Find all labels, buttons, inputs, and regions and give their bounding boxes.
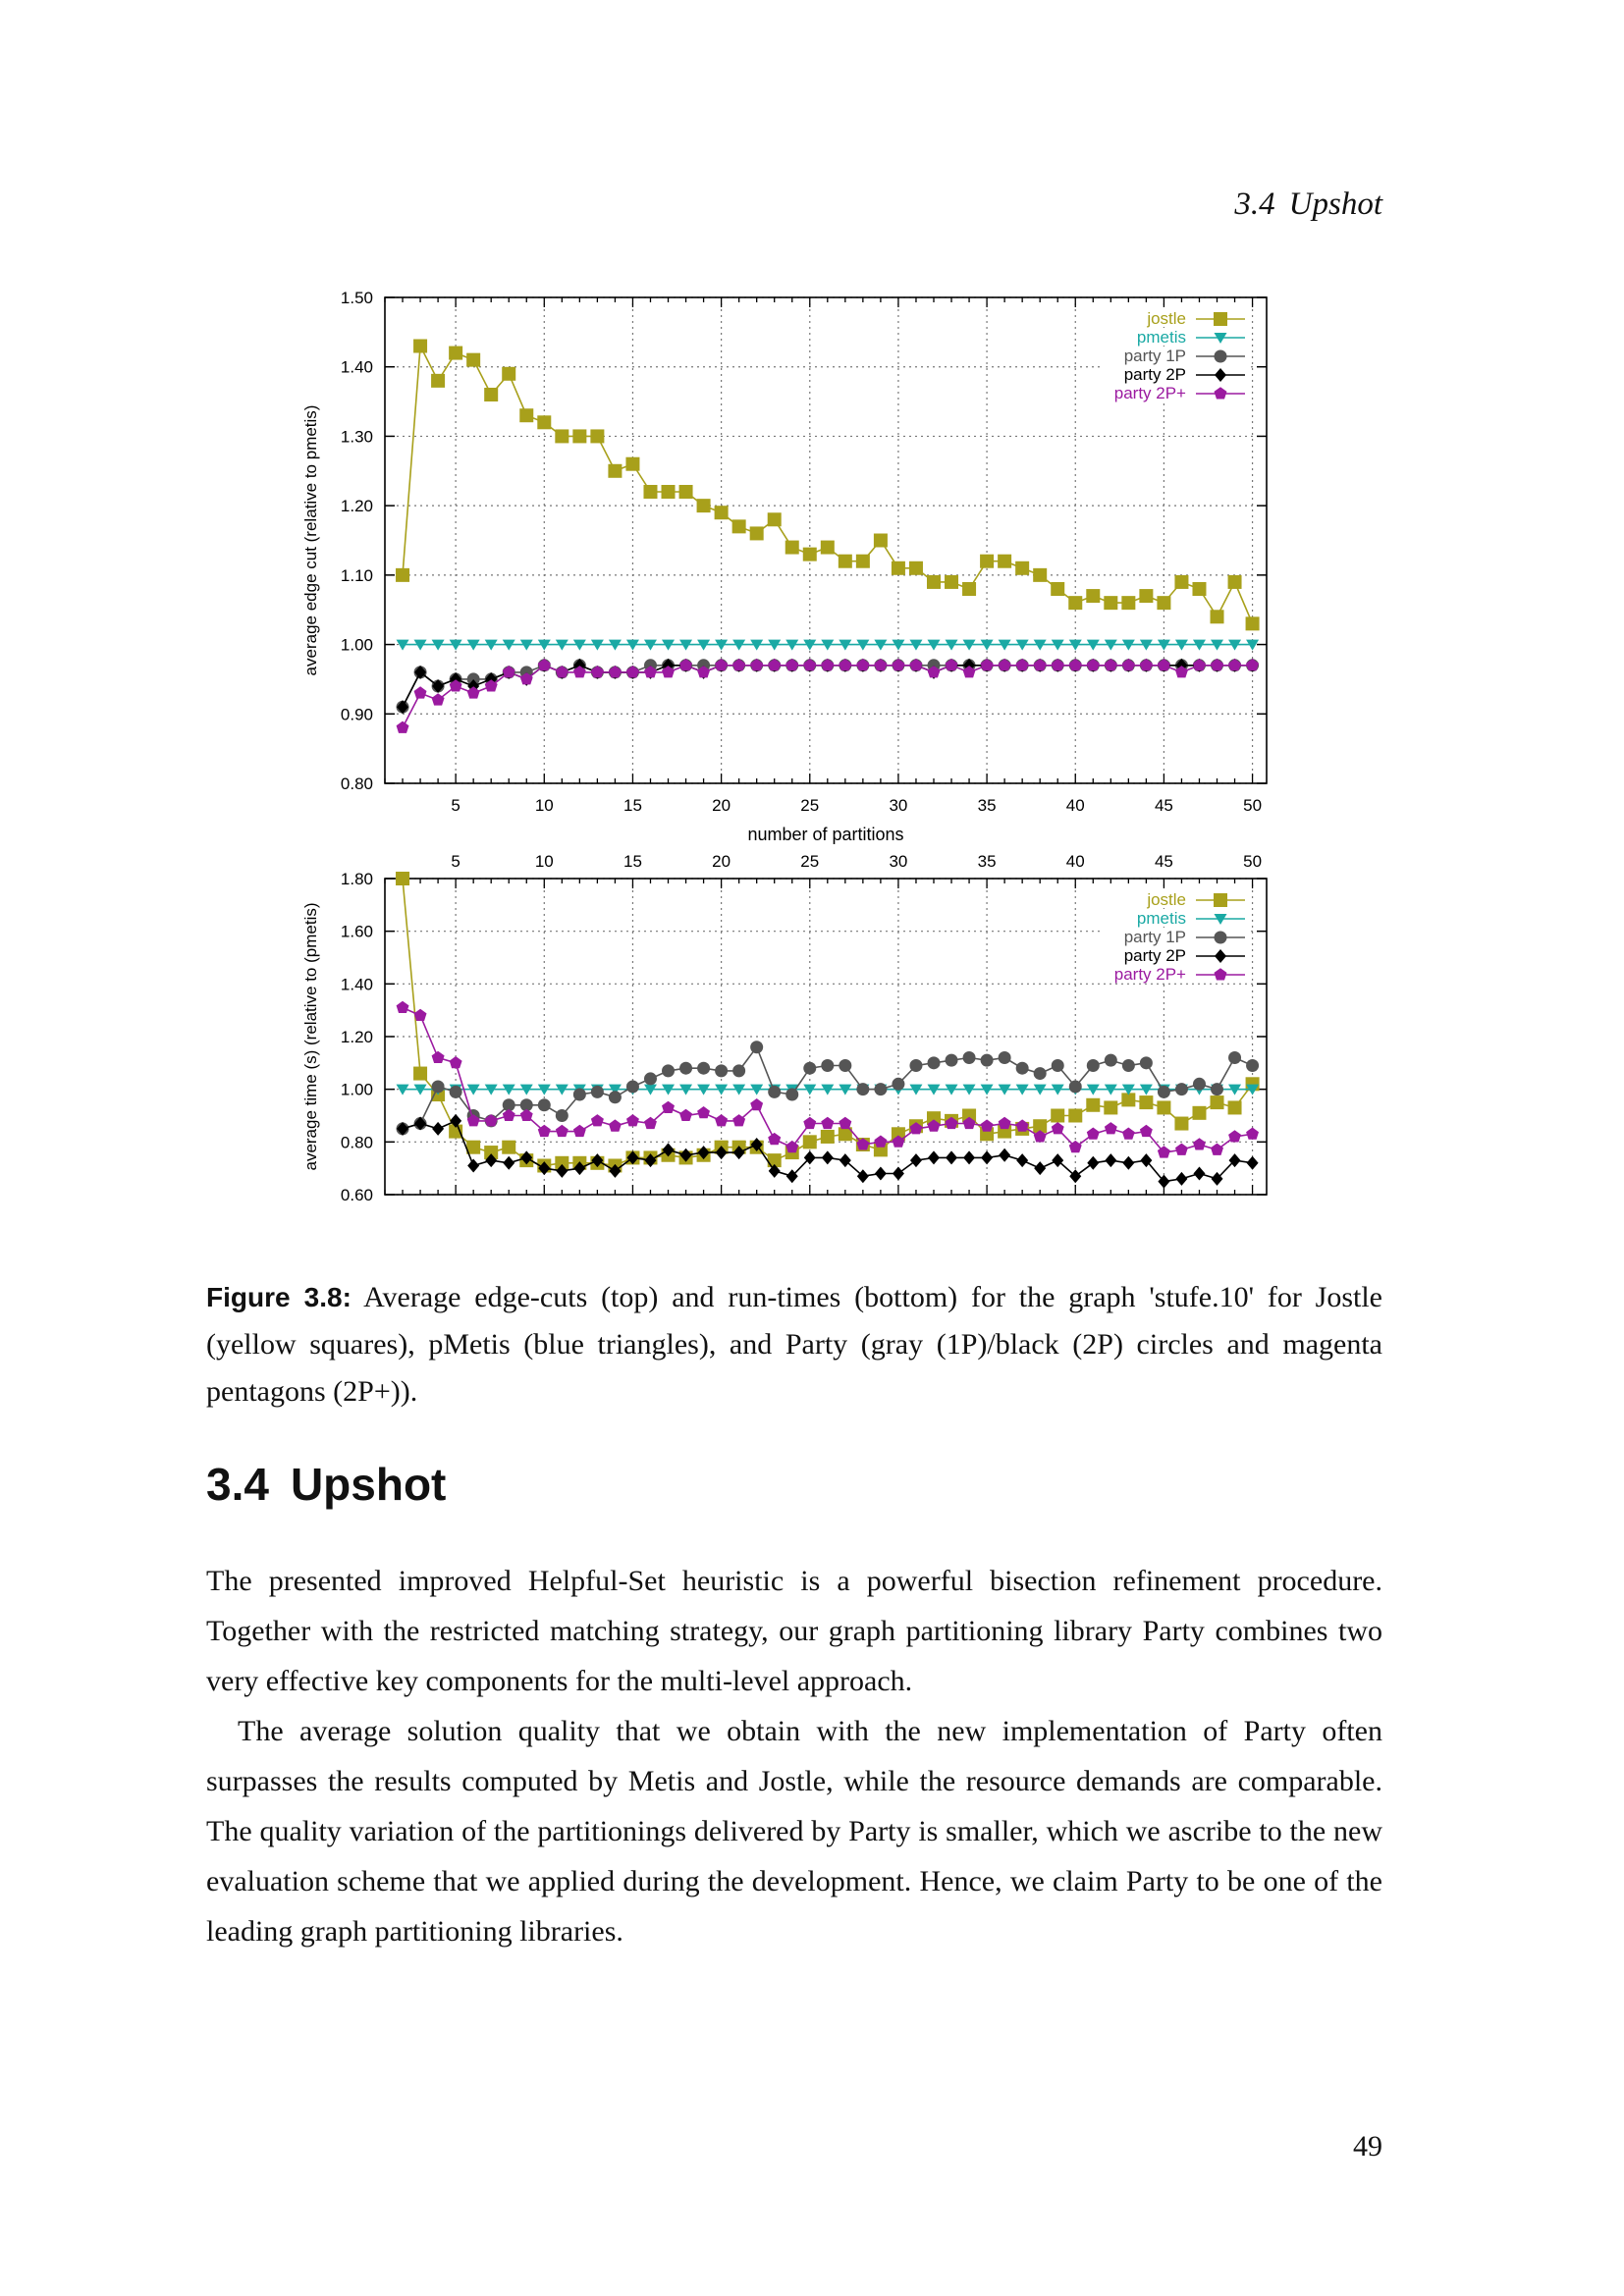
data-point: [1034, 1067, 1047, 1080]
data-point: [803, 1062, 816, 1075]
data-point: [1215, 350, 1227, 363]
data-point: [1105, 659, 1117, 670]
data-point: [1086, 1098, 1100, 1112]
data-point: [893, 1167, 904, 1181]
series-pmetis: [397, 640, 1260, 651]
data-point: [1086, 589, 1100, 603]
data-point: [785, 1089, 798, 1101]
data-point: [591, 1086, 604, 1098]
data-point: [875, 1167, 887, 1181]
data-point: [803, 1117, 816, 1129]
data-point: [1228, 1100, 1242, 1114]
data-point: [768, 659, 781, 670]
data-point: [998, 555, 1011, 568]
data-point: [467, 1158, 479, 1172]
data-point: [822, 1150, 834, 1164]
data-point: [1052, 1122, 1064, 1134]
data-point: [1051, 582, 1064, 596]
y-axis-label: average edge cut (relative to pmetis): [301, 404, 320, 676]
x-tick-label: 45: [1154, 852, 1173, 871]
legend-label: party 2P+: [1113, 965, 1186, 984]
data-point: [1122, 1156, 1134, 1170]
data-point: [910, 1153, 922, 1167]
data-point: [803, 1135, 817, 1148]
data-point: [839, 659, 851, 670]
data-point: [750, 659, 763, 670]
data-point: [449, 347, 462, 360]
data-point: [821, 1130, 835, 1144]
data-point: [1122, 659, 1135, 670]
data-point: [768, 1086, 781, 1098]
data-point: [484, 388, 498, 401]
data-point: [1104, 1100, 1117, 1114]
data-point: [1211, 610, 1224, 623]
data-point: [963, 1051, 976, 1064]
data-point: [626, 1080, 639, 1093]
data-point: [573, 1089, 586, 1101]
x-tick-label: 5: [451, 796, 460, 815]
x-tick-label: 25: [800, 796, 820, 815]
y-tick-label: 1.00: [340, 635, 373, 655]
legend-label: party 1P: [1123, 347, 1186, 365]
running-head-title: Upshot: [1288, 187, 1382, 222]
y-tick-label: 1.20: [340, 1028, 373, 1046]
data-point: [1087, 659, 1100, 670]
data-point: [466, 353, 480, 367]
data-point: [821, 541, 835, 555]
data-point: [980, 555, 994, 568]
data-point: [856, 555, 870, 568]
run-time-chart: [301, 852, 1267, 1204]
data-point: [874, 1083, 887, 1095]
data-point: [856, 1083, 869, 1095]
x-axis-label: number of partitions: [747, 825, 904, 844]
data-point: [1068, 1109, 1082, 1123]
x-tick-label: 15: [623, 852, 642, 871]
data-point: [591, 666, 604, 677]
data-point: [519, 408, 533, 422]
data-point: [750, 1041, 763, 1053]
data-point: [803, 659, 816, 670]
data-point: [839, 1059, 851, 1072]
data-point: [396, 872, 409, 885]
figure-caption-text: Average edge-cuts (top) and run-times (bottom) for the graph 'stufe.10' for Jostle (yellow squares), pMetis (blue triangles), and Party (gray (1P)/black (2P) circles and magenta pentagons (2P+)).: [206, 1281, 1382, 1408]
data-point: [893, 659, 905, 670]
data-point: [520, 1109, 533, 1121]
data-point: [839, 1153, 851, 1167]
x-tick-label: 50: [1243, 852, 1263, 871]
legend-label: jostle: [1147, 890, 1186, 909]
data-point: [981, 1119, 994, 1131]
data-point: [397, 721, 409, 733]
data-point: [803, 548, 817, 561]
data-point: [1228, 1130, 1241, 1142]
y-tick-label: 1.00: [340, 1080, 373, 1099]
data-point: [679, 1062, 692, 1075]
data-point: [1122, 1059, 1135, 1072]
x-tick-label: 5: [451, 852, 460, 871]
data-point: [432, 1122, 444, 1136]
data-point: [556, 1125, 568, 1137]
data-point: [1174, 1117, 1188, 1131]
data-point: [1211, 1095, 1224, 1109]
data-point: [1228, 575, 1242, 589]
data-point: [1068, 596, 1082, 610]
page-number: 49: [1353, 2130, 1382, 2163]
data-point: [609, 1119, 622, 1131]
data-point: [609, 666, 622, 677]
data-point: [538, 1098, 551, 1111]
x-tick-label: 20: [712, 852, 731, 871]
data-point: [999, 1117, 1011, 1129]
data-point: [609, 1091, 622, 1103]
data-point: [1105, 1153, 1116, 1167]
series-pmetis: [397, 1085, 1260, 1095]
data-point: [1193, 1078, 1206, 1091]
data-point: [396, 568, 409, 582]
data-point: [1158, 659, 1170, 670]
y-tick-label: 1.80: [340, 870, 373, 888]
data-point: [1139, 1095, 1153, 1109]
data-point: [538, 659, 551, 670]
data-point: [679, 659, 692, 670]
data-point: [768, 1133, 781, 1145]
data-point: [643, 485, 657, 499]
data-point: [625, 457, 639, 471]
data-point: [909, 1059, 922, 1072]
data-point: [450, 1086, 462, 1098]
data-point: [963, 1150, 975, 1164]
data-point: [981, 1054, 994, 1067]
data-point: [1016, 659, 1029, 670]
data-point: [1158, 1086, 1170, 1098]
data-point: [413, 1067, 427, 1081]
data-point: [1192, 582, 1206, 596]
y-tick-label: 0.80: [340, 1133, 373, 1152]
data-point: [1246, 616, 1260, 630]
data-point: [556, 666, 568, 677]
paragraph: The average solution quality that we obtain with the new implementation of Party often surpasses the results computed by Metis and Jostle, while the resource demands are comparable. The quality variation of the partitionings delivered by Party is smaller, which we ascribe to the new evaluation scheme that we applied during the development. Hence, we claim Party to be one of the leading graph partitioning libraries.: [206, 1715, 1382, 1948]
data-point: [732, 1064, 745, 1077]
data-point: [1174, 575, 1188, 589]
data-point: [502, 1141, 515, 1154]
data-point: [910, 659, 923, 670]
data-point: [432, 1080, 445, 1093]
data-point: [1157, 596, 1170, 610]
data-point: [626, 666, 639, 677]
x-tick-label: 20: [712, 796, 731, 815]
data-point: [909, 561, 923, 575]
data-point: [1016, 1153, 1028, 1167]
data-point: [1069, 1169, 1081, 1183]
x-tick-label: 40: [1065, 852, 1085, 871]
data-point: [892, 561, 905, 575]
data-point: [1015, 561, 1029, 575]
data-point: [1192, 1106, 1206, 1120]
data-point: [1033, 568, 1047, 582]
y-tick-label: 1.50: [340, 289, 373, 307]
y-tick-label: 0.90: [340, 705, 373, 724]
data-point: [1105, 1054, 1117, 1067]
data-point: [999, 1051, 1011, 1064]
x-tick-label: 40: [1065, 796, 1085, 815]
data-point: [1157, 1100, 1170, 1114]
data-point: [1140, 1125, 1153, 1137]
data-point: [467, 686, 480, 698]
y-tick-label: 1.30: [340, 427, 373, 447]
data-point: [432, 1051, 445, 1063]
data-point: [999, 1148, 1010, 1162]
data-point: [1087, 1059, 1100, 1072]
data-point: [999, 659, 1011, 670]
data-point: [1214, 312, 1227, 326]
data-point: [503, 1156, 514, 1170]
data-point: [1052, 1153, 1063, 1167]
data-point: [857, 1169, 869, 1183]
x-tick-label: 30: [889, 796, 908, 815]
data-point: [946, 659, 958, 670]
data-point: [1069, 659, 1082, 670]
data-point: [572, 429, 586, 443]
legend-label: party 1P: [1123, 928, 1186, 946]
data-point: [1069, 1080, 1082, 1093]
data-point: [1051, 1109, 1064, 1123]
running-head-number: 3.4: [1234, 187, 1275, 222]
section-heading: [206, 1458, 446, 1511]
section-number: 3.4: [206, 1459, 269, 1510]
x-tick-label: 10: [534, 796, 554, 815]
data-point: [1121, 596, 1135, 610]
data-point: [715, 659, 728, 670]
data-point: [644, 1072, 657, 1085]
data-point: [874, 659, 887, 670]
legend-label: pmetis: [1136, 328, 1186, 347]
data-point: [715, 506, 729, 519]
data-point: [839, 1117, 851, 1129]
y-axis-label: average time (s) (relative to (pmetis): [301, 902, 320, 1171]
data-point: [503, 1109, 515, 1121]
paragraph: The presented improved Helpful-Set heuristic is a powerful bisection refinement procedure. Together with the restricted matching strategy, our graph partitioning library Party combines two very effective key components for the multi-level approach.: [206, 1565, 1382, 1697]
data-point: [414, 686, 427, 698]
data-point: [397, 1001, 409, 1013]
y-tick-label: 1.40: [340, 975, 373, 994]
data-point: [590, 429, 604, 443]
data-point: [555, 429, 568, 443]
data-point: [1211, 1083, 1223, 1095]
legend-label: party 2P: [1123, 365, 1186, 384]
data-point: [1016, 1119, 1029, 1131]
x-tick-label: 15: [623, 796, 642, 815]
data-point: [1247, 1156, 1259, 1170]
data-point: [697, 1062, 710, 1075]
y-tick-label: 1.10: [340, 565, 373, 585]
figure-caption: [206, 1274, 1382, 1415]
data-point: [927, 1056, 940, 1069]
x-tick-label: 25: [800, 852, 820, 871]
y-tick-label: 0.60: [340, 1186, 373, 1204]
data-point: [1211, 1144, 1223, 1155]
data-point: [1175, 1144, 1188, 1155]
data-point: [1122, 1128, 1135, 1140]
data-point: [450, 1056, 462, 1068]
data-point: [1034, 659, 1047, 670]
data-point: [1246, 1128, 1259, 1140]
data-point: [1105, 1122, 1117, 1134]
data-point: [626, 1114, 639, 1126]
data-point: [856, 659, 869, 670]
data-point: [1215, 932, 1227, 944]
data-point: [1016, 1062, 1029, 1075]
data-point: [608, 464, 622, 478]
data-point: [1140, 1056, 1153, 1069]
data-point: [785, 541, 799, 555]
data-point: [732, 659, 745, 670]
data-point: [946, 1150, 957, 1164]
legend-label: pmetis: [1136, 909, 1186, 928]
data-point: [697, 1106, 710, 1118]
x-tick-label: 35: [977, 796, 997, 815]
data-point: [1246, 659, 1259, 670]
data-point: [821, 659, 834, 670]
edge-cut-chart: [301, 289, 1267, 844]
y-tick-label: 0.80: [340, 774, 373, 793]
legend-label: jostle: [1147, 309, 1186, 328]
y-tick-label: 1.20: [340, 497, 373, 516]
data-point: [981, 1150, 993, 1164]
data-point: [414, 1009, 427, 1021]
data-point: [1034, 1161, 1046, 1175]
data-point: [768, 512, 782, 526]
data-point: [1214, 893, 1227, 907]
data-point: [715, 1064, 728, 1077]
data-point: [697, 499, 711, 512]
data-point: [874, 534, 888, 548]
data-point: [502, 367, 515, 381]
x-tick-label: 10: [534, 852, 554, 871]
data-point: [821, 1117, 834, 1129]
data-point: [892, 1078, 904, 1091]
data-point: [1140, 659, 1153, 670]
data-point: [662, 1101, 675, 1113]
data-point: [981, 659, 994, 670]
data-point: [1193, 659, 1206, 670]
figure-label: Figure 3.8:: [206, 1282, 352, 1312]
body-text: [206, 1556, 1382, 1956]
data-point: [679, 1109, 692, 1121]
data-point: [945, 575, 958, 589]
data-point: [928, 1150, 940, 1164]
data-point: [874, 1136, 887, 1148]
data-point: [785, 659, 798, 670]
legend-label: party 2P: [1123, 946, 1186, 965]
data-point: [1052, 659, 1064, 670]
data-point: [537, 415, 551, 429]
data-point: [946, 1054, 958, 1067]
data-point: [1211, 659, 1223, 670]
data-point: [503, 666, 515, 677]
data-point: [839, 555, 852, 568]
x-tick-label: 50: [1243, 796, 1263, 815]
data-point: [1087, 1156, 1099, 1170]
y-tick-label: 1.40: [340, 357, 373, 377]
data-point: [1193, 1167, 1205, 1181]
data-point: [927, 575, 941, 589]
data-point: [413, 340, 427, 353]
data-point: [431, 374, 445, 388]
data-point: [1228, 1051, 1241, 1064]
data-point: [662, 485, 676, 499]
legend-label: party 2P+: [1113, 384, 1186, 402]
data-point: [432, 693, 445, 705]
data-point: [662, 1064, 675, 1077]
data-point: [1175, 1083, 1188, 1095]
data-point: [1087, 1128, 1100, 1140]
data-point: [732, 519, 746, 533]
data-point: [962, 582, 976, 596]
section-title: Upshot: [290, 1459, 447, 1510]
data-point: [1139, 589, 1153, 603]
data-point: [1104, 596, 1117, 610]
data-point: [1175, 1172, 1187, 1186]
data-point: [1052, 1059, 1064, 1072]
data-point: [1193, 1138, 1206, 1149]
y-tick-label: 1.60: [340, 922, 373, 941]
data-point: [1246, 1059, 1259, 1072]
data-point: [573, 1125, 586, 1137]
data-point: [591, 1114, 604, 1126]
data-point: [1228, 659, 1241, 670]
legend: [1102, 890, 1251, 984]
data-point: [556, 1109, 568, 1122]
data-point: [750, 526, 764, 540]
data-point: [750, 1098, 763, 1110]
data-point: [821, 1059, 834, 1072]
legend: [1102, 309, 1251, 402]
x-tick-label: 45: [1154, 796, 1173, 815]
x-tick-label: 30: [889, 852, 908, 871]
x-tick-label: 35: [977, 852, 997, 871]
data-point: [679, 485, 693, 499]
data-point: [715, 1114, 728, 1126]
